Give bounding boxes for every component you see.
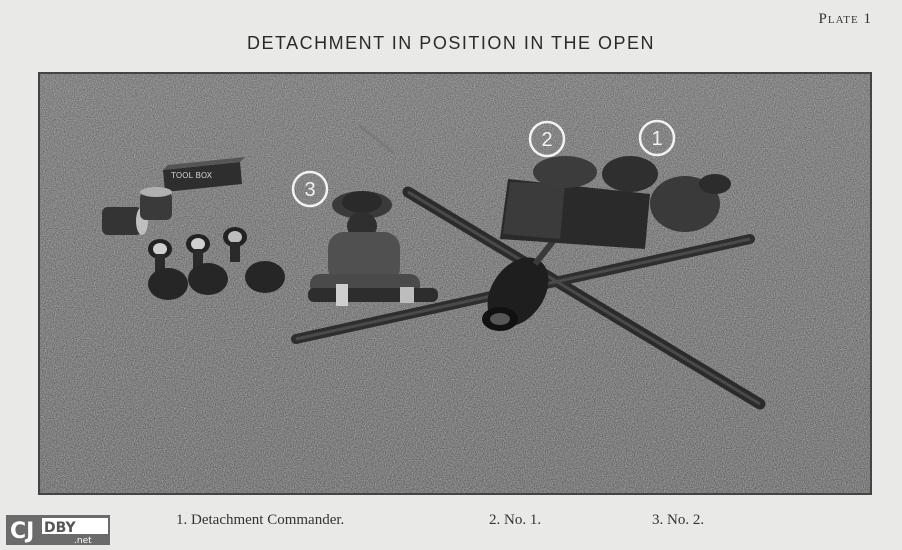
svg-text:CJ: CJ <box>10 519 35 544</box>
svg-text:2: 2 <box>541 129 553 151</box>
caption-no-2: 3. No. 2. <box>652 512 705 528</box>
plate-label: Plate 1 <box>818 11 872 27</box>
caption-no-1: 2. No. 1. <box>489 512 542 528</box>
svg-text:DBY: DBY <box>44 520 76 536</box>
plate-photograph <box>38 72 872 495</box>
tool-box-label: TOOL BOX <box>171 171 213 180</box>
cjdby-watermark-logo <box>6 515 110 545</box>
caption-detachment-commander: 1. Detachment Commander. <box>176 512 345 528</box>
plate-title: DETACHMENT IN POSITION IN THE OPEN <box>246 33 656 53</box>
svg-text:.net: .net <box>74 536 92 545</box>
svg-text:3: 3 <box>304 179 316 201</box>
svg-text:1: 1 <box>651 128 663 150</box>
